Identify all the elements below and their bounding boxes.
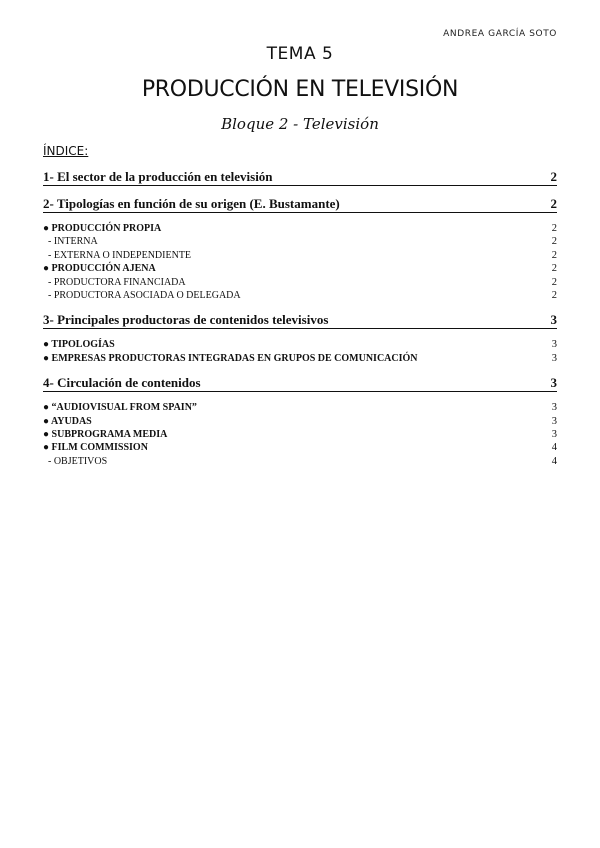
toc-section-page: 2 [550, 169, 557, 184]
toc-section-label: 4- Circulación de contenidos [43, 375, 201, 391]
toc-section-2[interactable] [43, 195, 557, 213]
toc-item-page: 3 [551, 352, 557, 364]
toc-item[interactable] [43, 338, 557, 351]
page-subtitle: Bloque 2 - Televisión [221, 115, 379, 133]
toc-item-label: ● SUBPROGRAMA MEDIA [43, 428, 168, 440]
toc-item[interactable] [43, 415, 557, 428]
toc-section-label: 3- Principales productoras de contenidos televisivos [43, 312, 329, 328]
toc-item-page: 2 [551, 249, 557, 261]
toc-item[interactable] [43, 428, 557, 441]
toc-item[interactable] [43, 352, 557, 365]
toc-item-page: 3 [551, 402, 557, 414]
toc-item-page: 2 [551, 276, 557, 288]
toc-item-page: 3 [551, 415, 557, 427]
page-title: PRODUCCIÓN EN TELEVISIÓN [141, 77, 459, 102]
toc-item-page: 4 [551, 442, 557, 454]
toc-item[interactable] [43, 441, 557, 454]
toc-section-label: 1- El sector de la producción en televisión [43, 169, 273, 184]
toc-section-label: 2- Tipologías en función de su origen (E. Bustamante) [43, 196, 340, 211]
toc-section-page: 2 [550, 196, 557, 211]
toc-item-page: 2 [551, 223, 557, 234]
toc-item-label: - OBJETIVOS [48, 455, 108, 467]
toc-item[interactable] [43, 289, 557, 302]
toc-item-label: ● PRODUCCIÓN PROPIA [43, 223, 162, 234]
toc-item[interactable] [43, 455, 557, 468]
toc-item[interactable] [43, 276, 557, 289]
toc-section-1[interactable] [43, 168, 557, 186]
toc-item-page: 2 [551, 289, 557, 301]
toc-item-label: - PRODUCTORA ASOCIADA O DELEGADA [48, 289, 241, 301]
toc-item-label: - PRODUCTORA FINANCIADA [48, 276, 186, 288]
toc-item-label: - INTERNA [48, 236, 98, 248]
toc-item-label: ● TIPOLOGÍAS [43, 339, 115, 351]
table-of-contents [43, 168, 557, 468]
toc-item-page: 3 [551, 428, 557, 440]
toc-item-page: 2 [551, 263, 557, 275]
index-heading: ÍNDICE: [43, 144, 89, 158]
toc-item[interactable] [43, 235, 557, 248]
topic-number: TEMA 5 [266, 44, 334, 64]
toc-item[interactable] [43, 401, 557, 414]
toc-item-label: ● PRODUCCIÓN AJENA [43, 263, 156, 275]
toc-section-3[interactable] [43, 311, 557, 329]
toc-item-label: ● EMPRESAS PRODUCTORAS INTEGRADAS EN GRUPOS DE COMUNICACIÓN [43, 352, 418, 364]
toc-section-4[interactable] [43, 374, 557, 392]
toc-item-page: 4 [551, 455, 557, 467]
toc-item-label: ● FILM COMMISSION [43, 442, 148, 454]
toc-section-page: 3 [550, 312, 557, 328]
toc-item[interactable] [43, 262, 557, 275]
toc-item[interactable] [43, 249, 557, 262]
toc-item-label: ● AYUDAS [43, 415, 92, 427]
toc-item[interactable] [43, 222, 557, 235]
toc-item-page: 3 [551, 339, 557, 351]
toc-item-label: - EXTERNA O INDEPENDIENTE [48, 249, 192, 261]
author-name: ANDREA GARCÍA SOTO [443, 29, 557, 39]
toc-item-page: 2 [551, 236, 557, 248]
toc-section-page: 3 [550, 375, 557, 391]
toc-item-label: ● “AUDIOVISUAL FROM SPAIN” [43, 402, 197, 414]
